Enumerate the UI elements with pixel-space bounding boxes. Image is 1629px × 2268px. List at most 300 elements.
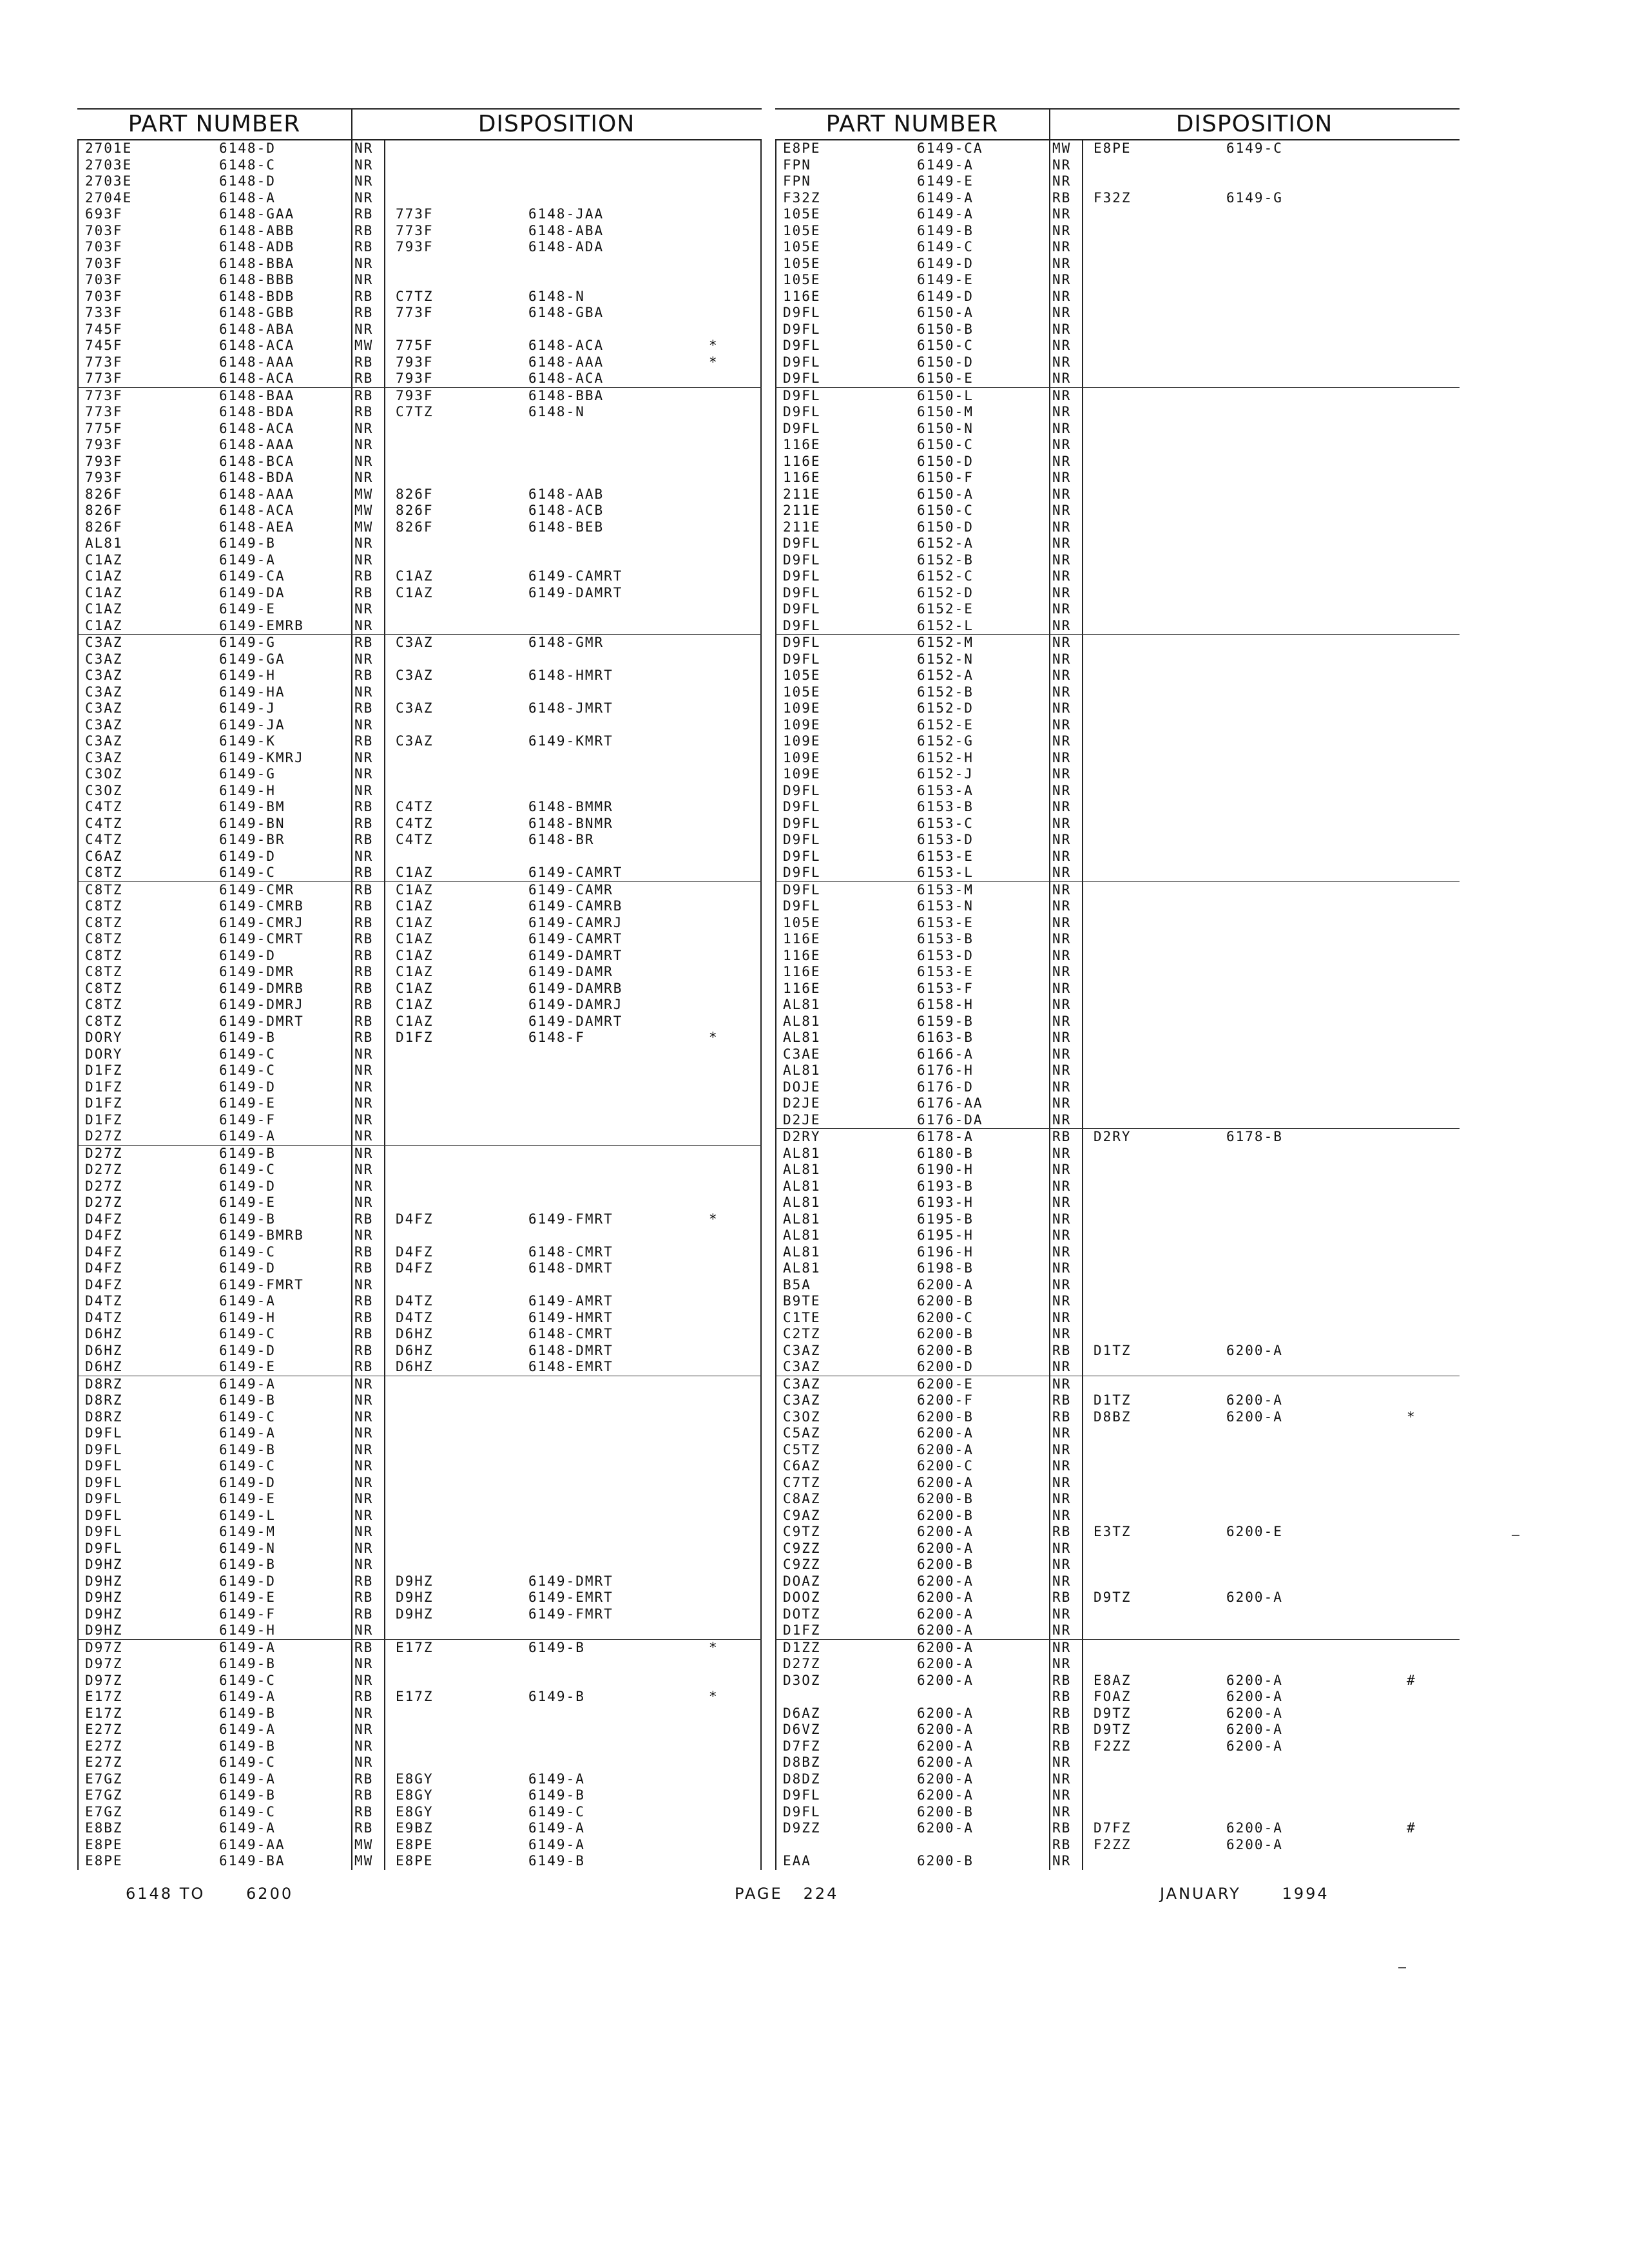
disposition-code: RB xyxy=(354,947,374,963)
disposition-code: NR xyxy=(1052,1293,1072,1309)
disposition-code: RB xyxy=(354,1211,374,1227)
new-prefix: 793F xyxy=(396,354,434,370)
disposition-code: NR xyxy=(1052,1606,1072,1622)
part-prefix: 105E xyxy=(783,272,821,287)
new-prefix: D1FZ xyxy=(396,1030,434,1045)
part-prefix: D8RZ xyxy=(85,1392,123,1408)
table-row xyxy=(77,1738,762,1755)
table-row xyxy=(775,1689,1460,1706)
disposition-code: NR xyxy=(1052,568,1072,584)
disposition-code: NR xyxy=(354,255,374,271)
part-number: 6200-B xyxy=(917,1507,974,1523)
new-part-number: 6149-A xyxy=(528,1820,585,1836)
part-number: 6149-E xyxy=(917,272,974,287)
table-row xyxy=(77,486,762,503)
table-row xyxy=(77,1376,762,1393)
new-prefix: D7FZ xyxy=(1094,1820,1132,1836)
part-prefix: B9TE xyxy=(783,1293,821,1309)
new-prefix: C1AZ xyxy=(396,964,434,979)
new-part-number: 6149-B xyxy=(528,1639,585,1655)
new-part-number: 6200-A xyxy=(1226,1705,1283,1721)
part-prefix: D9FL xyxy=(783,832,821,847)
disposition-code: RB xyxy=(354,370,374,386)
table-row xyxy=(77,1458,762,1475)
table-row xyxy=(775,1095,1460,1112)
table-row xyxy=(77,1590,762,1606)
part-number: 6153-E xyxy=(917,914,974,930)
table-row xyxy=(775,881,1460,899)
part-prefix: 2704E xyxy=(85,189,133,206)
table-row xyxy=(775,915,1460,932)
part-number: 6149-DMRJ xyxy=(219,997,304,1012)
new-prefix: 773F xyxy=(396,206,434,222)
table-row xyxy=(77,1673,762,1689)
table-row xyxy=(77,519,762,536)
part-prefix: AL81 xyxy=(85,535,123,551)
part-number: 6150-N xyxy=(917,420,974,436)
disposition-code: NR xyxy=(1052,848,1072,864)
table-row xyxy=(775,338,1460,354)
part-number: 6148-A xyxy=(219,189,276,206)
part-number: 6149-DA xyxy=(219,584,285,601)
part-number: 6149-C xyxy=(219,1458,276,1474)
disposition-code: NR xyxy=(354,189,374,206)
part-number: 6148-D xyxy=(219,173,276,189)
disposition-code: NR xyxy=(1052,1803,1072,1820)
part-prefix: 703F xyxy=(85,272,123,287)
part-number: 6149-B xyxy=(219,535,276,551)
part-number: 6149-CA xyxy=(917,140,983,156)
part-number: 6150-M xyxy=(917,404,974,419)
disposition-code: RB xyxy=(354,305,374,320)
part-prefix: 745F xyxy=(85,321,123,337)
table-row xyxy=(775,898,1460,915)
part-prefix: D4TZ xyxy=(85,1293,123,1309)
disposition-code: NR xyxy=(1052,584,1072,601)
part-prefix: D9FL xyxy=(783,535,821,551)
part-number: 6200-C xyxy=(917,1458,974,1474)
part-number: 6152-B xyxy=(917,552,974,568)
disposition-code: NR xyxy=(354,1408,374,1425)
part-number: 6148-BDA xyxy=(219,470,295,485)
table-row xyxy=(775,1178,1460,1195)
part-number: 6200-D xyxy=(917,1359,974,1374)
part-prefix: C8AZ xyxy=(783,1491,821,1506)
part-number: 6149-CMRJ xyxy=(219,914,304,930)
part-number: 6200-A xyxy=(917,1540,974,1556)
part-prefix: 703F xyxy=(85,255,123,271)
part-number: 6149-E xyxy=(219,1590,276,1605)
disposition-code: RB xyxy=(354,1293,374,1309)
part-number: 6149-F xyxy=(219,1606,276,1622)
new-part-number: 6148-ADA xyxy=(528,239,604,255)
table-row xyxy=(775,601,1460,618)
disposition-code: NR xyxy=(354,1507,374,1523)
part-prefix: D9FL xyxy=(85,1524,123,1539)
part-number: 6149-A xyxy=(219,1820,276,1836)
disposition-code: RB xyxy=(354,1013,374,1029)
new-prefix: C1AZ xyxy=(396,997,434,1012)
part-number: 6149-A xyxy=(219,1771,276,1787)
part-number: 6200-B xyxy=(917,1853,974,1869)
part-prefix: C3AZ xyxy=(783,1342,821,1358)
table-row xyxy=(775,799,1460,816)
disposition-code: RB xyxy=(354,799,374,814)
part-number: 6200-A xyxy=(917,1656,974,1671)
table-row xyxy=(775,1046,1460,1063)
disposition-code: RB xyxy=(1052,1129,1072,1144)
part-prefix: C8TZ xyxy=(85,898,123,914)
part-prefix: C3AZ xyxy=(783,1392,821,1408)
disposition-code: NR xyxy=(354,321,374,337)
part-number: 6153-F xyxy=(917,980,974,996)
new-prefix: E17Z xyxy=(396,1689,434,1704)
new-part-number: 6148-ACB xyxy=(528,503,604,518)
table-row xyxy=(77,931,762,948)
part-prefix: D1FZ xyxy=(85,1111,123,1128)
part-prefix: D9FL xyxy=(783,651,821,667)
table-row xyxy=(775,1820,1460,1837)
disposition-code: RB xyxy=(354,222,374,238)
table-row xyxy=(775,1112,1460,1129)
disposition-code: NR xyxy=(354,453,374,469)
disposition-code: NR xyxy=(1052,288,1072,304)
new-part-number: 6148-ACA xyxy=(528,370,604,386)
disposition-code: NR xyxy=(1052,338,1072,353)
table-row xyxy=(77,1853,762,1870)
part-number: 6163-B xyxy=(917,1030,974,1045)
part-number: 6149-C xyxy=(219,1754,276,1770)
part-prefix: EAA xyxy=(783,1853,811,1869)
disposition-code: NR xyxy=(1052,1754,1072,1770)
disposition-code: RB xyxy=(354,865,374,880)
part-number: 6149-D xyxy=(917,255,974,271)
table-row xyxy=(77,568,762,585)
part-prefix: C3AZ xyxy=(85,700,123,716)
disposition-code: NR xyxy=(354,1195,374,1210)
table-row xyxy=(77,256,762,273)
table-row xyxy=(77,915,762,932)
table-row xyxy=(77,1557,762,1573)
table-row xyxy=(77,750,762,767)
part-number: 6149-EMRB xyxy=(219,617,304,633)
part-number: 6149-B xyxy=(219,1787,276,1803)
table-row xyxy=(775,354,1460,371)
part-prefix: D2JE xyxy=(783,1095,821,1111)
disposition-code: NR xyxy=(1052,684,1072,700)
table-row xyxy=(77,503,762,519)
part-number: 6150-A xyxy=(917,486,974,502)
part-number: 6149-D xyxy=(219,1079,276,1095)
table-row xyxy=(77,1606,762,1623)
new-prefix: D9TZ xyxy=(1094,1722,1132,1737)
part-number: 6149-B xyxy=(219,1441,276,1457)
part-prefix: D9FL xyxy=(783,881,821,898)
disposition-code: NR xyxy=(1052,799,1072,814)
new-prefix: C3AZ xyxy=(396,733,434,749)
part-number: 6149-C xyxy=(219,1326,276,1341)
part-number: 6149-DMRB xyxy=(219,980,304,996)
disposition-code: NR xyxy=(1052,668,1072,683)
part-number: 6149-DMR xyxy=(219,964,295,979)
disposition-code: RB xyxy=(354,815,374,831)
table-row xyxy=(775,1606,1460,1623)
table-row xyxy=(77,338,762,354)
table-row xyxy=(77,1211,762,1228)
part-number: 6149-B xyxy=(219,1211,276,1227)
table-row xyxy=(775,322,1460,338)
new-prefix: F2ZZ xyxy=(1094,1836,1132,1852)
part-prefix: 116E xyxy=(783,931,821,947)
part-prefix: C3OZ xyxy=(783,1408,821,1425)
part-prefix: 793F xyxy=(85,453,123,469)
disposition-code: NR xyxy=(1052,1079,1072,1095)
part-number: 6149-B xyxy=(219,1705,276,1721)
part-prefix: E27Z xyxy=(85,1722,123,1737)
new-part-number: 6149-HMRT xyxy=(528,1309,613,1325)
part-prefix: C6AZ xyxy=(85,848,123,864)
table-row xyxy=(775,404,1460,421)
part-number: 6200-A xyxy=(917,1524,974,1539)
table-row xyxy=(77,354,762,371)
disposition-code: NR xyxy=(1052,1771,1072,1787)
part-number: 6200-A xyxy=(917,1754,974,1770)
new-part-number: 6148-GMR xyxy=(528,635,604,650)
new-prefix: C1AZ xyxy=(396,947,434,963)
disposition-code: NR xyxy=(1052,749,1072,765)
table-row xyxy=(775,1409,1460,1426)
part-number: 6149-H xyxy=(219,1622,276,1638)
table-row xyxy=(775,1590,1460,1606)
part-number: 6149-E xyxy=(219,601,276,617)
disposition-code: RB xyxy=(354,1639,374,1655)
disposition-code: NR xyxy=(1052,1639,1072,1655)
part-number: 6148-ACA xyxy=(219,420,295,436)
new-prefix: 793F xyxy=(396,387,434,403)
disposition-code: NR xyxy=(1052,552,1072,568)
part-number: 6200-C xyxy=(917,1309,974,1325)
part-number: 6149-JA xyxy=(219,716,285,733)
part-prefix: AL81 xyxy=(783,1244,821,1260)
table-row xyxy=(77,1656,762,1673)
disposition-code: NR xyxy=(1052,782,1072,798)
note-mark: * xyxy=(709,1639,718,1655)
table-row xyxy=(77,421,762,437)
part-prefix: DOJE xyxy=(783,1079,821,1095)
part-number: 6152-J xyxy=(917,766,974,782)
part-number: 6149-C xyxy=(219,1672,276,1688)
part-prefix: AL81 xyxy=(783,1178,821,1194)
new-part-number: 6149-CAMRJ xyxy=(528,914,623,930)
part-number: 6152-E xyxy=(917,601,974,617)
table-row xyxy=(77,997,762,1014)
disposition-code: NR xyxy=(1052,486,1072,502)
disposition-code: RB xyxy=(1052,189,1072,206)
disposition-code: NR xyxy=(1052,617,1072,633)
part-prefix: 703F xyxy=(85,222,123,238)
table-row xyxy=(775,1162,1460,1178)
part-number: 6200-A xyxy=(917,1722,974,1737)
part-prefix: D9FL xyxy=(783,1787,821,1803)
part-prefix: D97Z xyxy=(85,1639,123,1655)
disposition-code: NR xyxy=(1052,1474,1072,1490)
part-prefix: 109E xyxy=(783,733,821,749)
right-table xyxy=(775,108,1460,1874)
disposition-code: NR xyxy=(354,1458,374,1474)
new-prefix: C1AZ xyxy=(396,568,434,584)
part-number: 6200-A xyxy=(917,1787,974,1803)
part-number: 6200-A xyxy=(917,1639,974,1655)
part-prefix: D9HZ xyxy=(85,1590,123,1605)
part-number: 6149-BN xyxy=(219,815,285,831)
part-number: 6153-B xyxy=(917,799,974,814)
table-row xyxy=(775,421,1460,437)
part-prefix: C5AZ xyxy=(783,1425,821,1441)
disposition-code: RB xyxy=(1052,1342,1072,1358)
part-prefix: C8TZ xyxy=(85,980,123,996)
part-number: 6153-E xyxy=(917,964,974,979)
note-mark: # xyxy=(1407,1820,1416,1836)
disposition-code: RB xyxy=(354,1606,374,1622)
table-row xyxy=(775,865,1460,881)
part-number: 6149-DMRT xyxy=(219,1013,304,1029)
part-number: 6149-CA xyxy=(219,568,285,584)
part-prefix: 733F xyxy=(85,305,123,320)
new-part-number: 6200-A xyxy=(1226,1722,1283,1737)
part-number: 6149-E xyxy=(917,173,974,189)
part-prefix: AL81 xyxy=(783,1030,821,1045)
table-row xyxy=(77,1293,762,1310)
new-part-number: 6149-DMRT xyxy=(528,1573,613,1589)
new-prefix: C1AZ xyxy=(396,914,434,930)
part-number: 6149-A xyxy=(917,189,974,206)
part-prefix: C5TZ xyxy=(783,1441,821,1457)
new-part-number: 6149-B xyxy=(528,1787,585,1803)
part-prefix: D6VZ xyxy=(783,1722,821,1737)
new-prefix: E8PE xyxy=(396,1836,434,1852)
new-part-number: 6149-DAMRT xyxy=(528,947,623,963)
disposition-code: NR xyxy=(1052,255,1072,271)
part-prefix: FPN xyxy=(783,173,811,189)
table-row xyxy=(775,1195,1460,1211)
part-number: 6149-A xyxy=(219,1376,276,1392)
part-number: 6200-A xyxy=(917,1590,974,1605)
disposition-code: NR xyxy=(1052,815,1072,831)
part-prefix: 2703E xyxy=(85,173,133,189)
part-prefix: D9FL xyxy=(85,1540,123,1556)
table-row xyxy=(775,1392,1460,1409)
part-number: 6150-C xyxy=(917,503,974,518)
table-row xyxy=(775,1146,1460,1162)
part-prefix: DORY xyxy=(85,1046,123,1062)
part-number: 6149-G xyxy=(219,766,276,782)
part-prefix: C9ZZ xyxy=(783,1557,821,1572)
part-number: 6153-D xyxy=(917,832,974,847)
part-number: 6153-M xyxy=(917,881,974,898)
part-number: 6148-ADB xyxy=(219,239,295,255)
disposition-code: NR xyxy=(1052,980,1072,996)
new-prefix: E3TZ xyxy=(1094,1524,1132,1539)
part-prefix: C7TZ xyxy=(783,1474,821,1490)
disposition-code: NR xyxy=(1052,1853,1072,1869)
part-prefix: C1AZ xyxy=(85,568,123,584)
table-row xyxy=(77,206,762,223)
part-prefix: 826F xyxy=(85,486,123,502)
part-prefix: AL81 xyxy=(783,1062,821,1078)
disposition-code: RB xyxy=(354,898,374,914)
table-row xyxy=(77,157,762,174)
part-prefix: 116E xyxy=(783,437,821,452)
part-number: 6149-B xyxy=(219,1392,276,1408)
part-number: 6148-ACA xyxy=(219,338,295,353)
disposition-code: RB xyxy=(354,1787,374,1803)
part-number: 6176-H xyxy=(917,1062,974,1078)
part-number: 6149-C xyxy=(219,1803,276,1820)
part-number: 6150-D xyxy=(917,354,974,370)
disposition-code: NR xyxy=(354,1656,374,1671)
new-part-number: 6148-ABA xyxy=(528,222,604,238)
new-prefix: D1TZ xyxy=(1094,1342,1132,1358)
part-number: 6190-H xyxy=(917,1162,974,1177)
table-row xyxy=(775,948,1460,965)
part-prefix: D2JE xyxy=(783,1111,821,1128)
part-number: 6200-B xyxy=(917,1803,974,1820)
part-number: 6200-A xyxy=(917,1672,974,1688)
table-row xyxy=(775,1853,1460,1870)
table-row xyxy=(775,1227,1460,1244)
part-prefix: DOTZ xyxy=(783,1606,821,1622)
left-table xyxy=(77,108,762,1874)
part-number: 6148-C xyxy=(219,157,276,173)
margin-mark xyxy=(1398,1967,1406,1968)
disposition-code: NR xyxy=(1052,1046,1072,1062)
part-number: 6149-L xyxy=(219,1507,276,1523)
part-prefix: C8TZ xyxy=(85,931,123,947)
part-prefix: D1FZ xyxy=(85,1079,123,1095)
new-part-number: 6200-A xyxy=(1226,1590,1283,1605)
disposition-code: RB xyxy=(354,1326,374,1341)
part-prefix: D6AZ xyxy=(783,1705,821,1721)
left-header xyxy=(77,108,762,140)
part-number: 6148-AEA xyxy=(219,519,295,535)
part-number: 6149-A xyxy=(219,1639,276,1655)
part-prefix: D9HZ xyxy=(85,1606,123,1622)
part-number: 6153-D xyxy=(917,947,974,963)
part-number: 6149-M xyxy=(219,1524,276,1539)
part-number: 6149-D xyxy=(219,1178,276,1194)
disposition-code: NR xyxy=(1052,1326,1072,1341)
disposition-code: RB xyxy=(354,668,374,683)
table-row xyxy=(775,223,1460,240)
part-number: 6149-A xyxy=(219,1689,276,1704)
table-row xyxy=(775,1062,1460,1079)
table-row xyxy=(775,1260,1460,1277)
part-prefix: E8PE xyxy=(783,140,821,156)
part-prefix: D9FL xyxy=(783,815,821,831)
table-row xyxy=(775,1128,1460,1146)
disposition-code: RB xyxy=(354,206,374,222)
part-prefix: E7GZ xyxy=(85,1787,123,1803)
part-prefix: C3OZ xyxy=(85,782,123,798)
table-row xyxy=(77,1508,762,1524)
part-number: 6193-B xyxy=(917,1178,974,1194)
disposition-code: NR xyxy=(354,1128,374,1144)
new-prefix: 826F xyxy=(396,486,434,502)
disposition-code: NR xyxy=(354,140,374,156)
disposition-code: NR xyxy=(1052,1359,1072,1374)
part-prefix: DORY xyxy=(85,1030,123,1045)
part-prefix: C9ZZ xyxy=(783,1540,821,1556)
